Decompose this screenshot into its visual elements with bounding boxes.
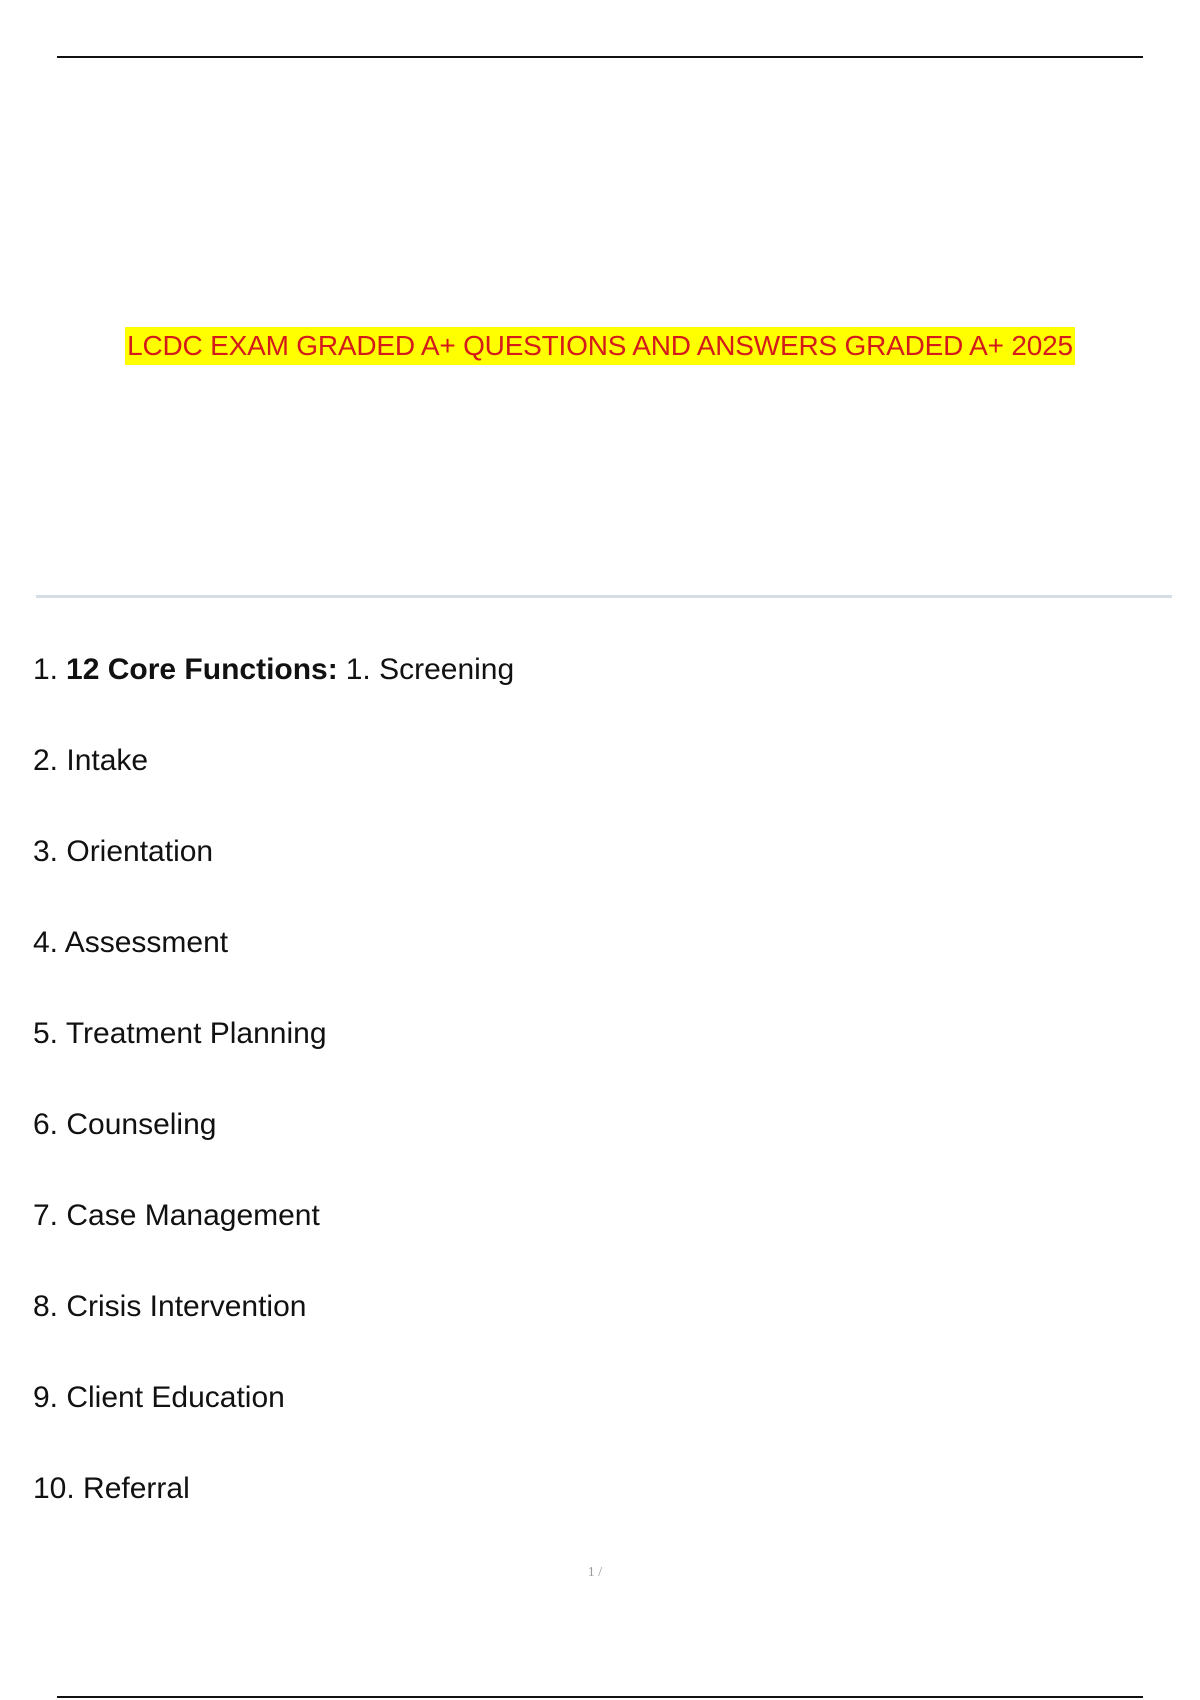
list-item: 5. Treatment Planning [33, 1017, 327, 1050]
section-divider [36, 595, 1172, 598]
document-title: LCDC EXAM GRADED A+ QUESTIONS AND ANSWERS GRADED A+ 2025 [125, 327, 1075, 365]
list-item: 3. Orientation [33, 835, 214, 868]
list-item: 8. Crisis Intervention [33, 1290, 307, 1323]
list-item: 4. Assessment [33, 926, 229, 959]
list-item: 7. Case Management [33, 1199, 320, 1232]
bottom-rule [57, 1696, 1143, 1698]
title-container [0, 327, 1200, 365]
qa-item-1 [33, 650, 514, 690]
list-item: 9. Client Education [33, 1381, 285, 1414]
list-item: 10. Referral [33, 1472, 190, 1505]
question-number: 1. [33, 653, 59, 686]
list-item: 2. Intake [33, 744, 149, 777]
page-number: 1 / [587, 1565, 603, 1580]
top-rule [57, 56, 1143, 58]
list-item: 6. Counseling [33, 1108, 217, 1141]
question-term: 12 Core Functions: [66, 653, 338, 686]
answer-line: 1. Screening [345, 653, 515, 686]
